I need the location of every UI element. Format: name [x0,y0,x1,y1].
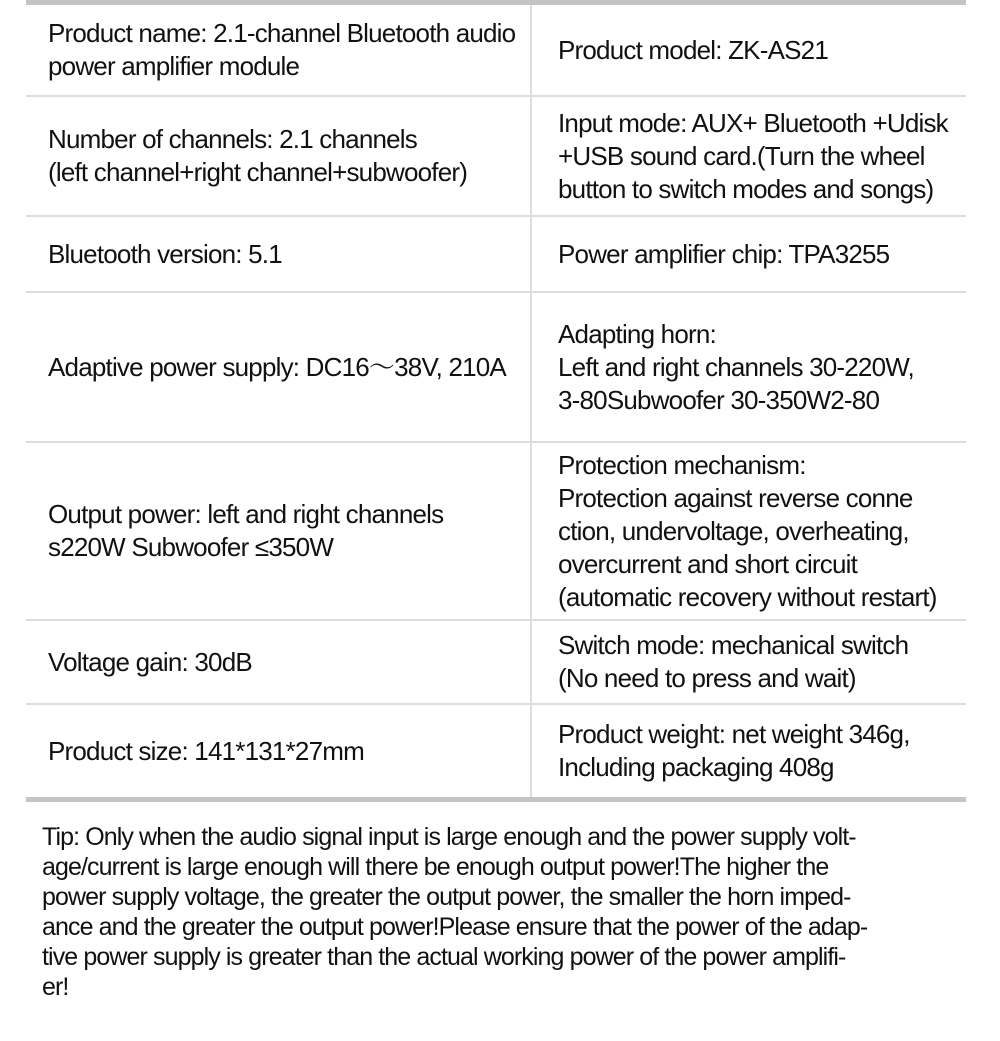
spec-switch-mode: Switch mode: mechanical switch (No need to press and wait) [558,630,909,693]
spec-product-model: Product model: ZK-AS21 [558,34,828,65]
tip-paragraph: Tip: Only when the audio signal input is large enough and the power supply volt- age/current is large enough will there be enough output power!The higher the power supply voltage, the greater the output power, the smaller the horn imped- ance and the greater the output power!Please ensure that the power of the adap- tive power supply is greater than the actual working power of the power amplifi- er! [42,823,868,1001]
spec-adapting-horn: Adapting horn: Left and right channels 30-220W, 3-80Subwoofer 30-350W2-80 [558,318,914,415]
table-row [26,5,966,97]
spec-adaptive-power-supply: Adaptive power supply: DC16～38V, 210A [26,293,532,441]
spec-input-mode: Input mode: AUX+ Bluetooth +Udisk +USB sound card.(Turn the wheel button to switch modes and songs) [558,107,948,204]
table-row [26,217,966,293]
spec-product-weight: Product weight: net weight 346g, Including packaging 408g [558,719,910,782]
table-row [26,293,966,443]
table-row [26,621,966,705]
spec-output-power: Output power: left and right channels s220W Subwoofer ≤350W [26,443,532,619]
table-bottom-rule [26,797,966,802]
spec-amplifier-chip: Power amplifier chip: TPA3255 [558,238,890,269]
table-row [26,443,966,621]
spec-protection-mechanism: Protection mechanism: Protection against reverse conne ction, undervoltage, overheating, overcurrent and short circuit (automatic recovery without restart) [558,449,937,612]
table-row [26,97,966,217]
table-row [26,705,966,797]
spec-bluetooth-version: Bluetooth version: 5.1 [26,217,532,291]
spec-number-of-channels: Number of channels: 2.1 channels (left channel+right channel+subwoofer) [26,97,532,215]
spec-product-size: Product size: 141*131*27mm [26,705,532,797]
spec-voltage-gain: Voltage gain: 30dB [26,621,532,703]
spec-product-name: Product name: 2.1-channel Bluetooth audio power amplifier module [26,5,532,95]
spec-table [26,5,966,797]
